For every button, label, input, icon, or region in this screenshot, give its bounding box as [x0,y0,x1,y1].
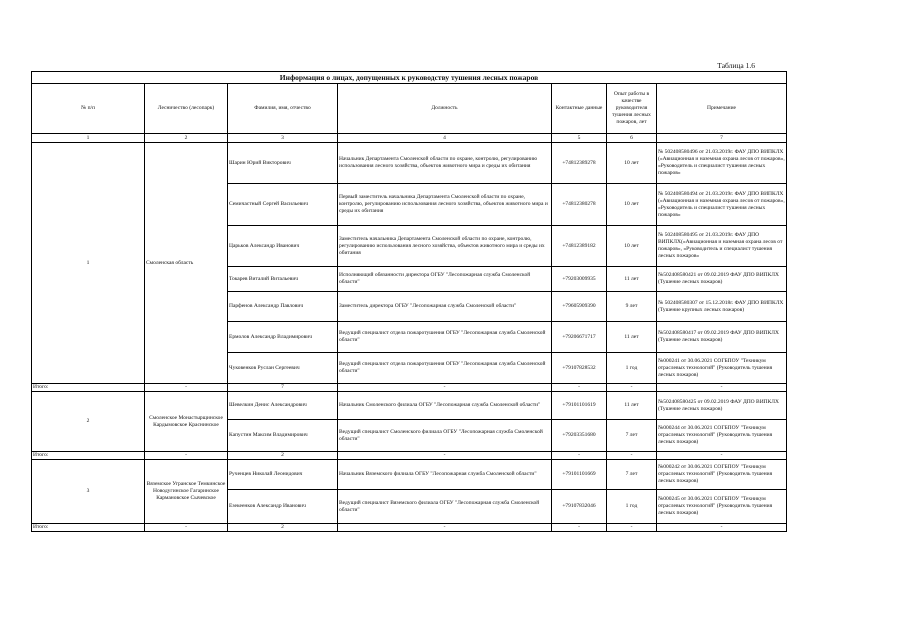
person-position: Исполняющий обязанности директора ОГБУ "Лесопожарная служба Смоленской области" [338,267,552,292]
total-label: Итого: [32,524,145,532]
person-phone: +74812389182 [552,226,607,267]
total-cell: - [657,452,787,460]
person-note: № 502408580495 от 21.03.2019г. ФАУ ДПО ВИПКЛХ(«Авиационная и наземная охрана лесов от пожаров», «Руководитель и специалист тушения лесных пожаров» [657,226,787,267]
header-contacts: Контактные данные [552,84,607,134]
header-forestry: Лесничество (лесопарк) [145,84,228,134]
forestry-cell: Смоленское Монастырщинское Кардымовское Краснинское [145,392,228,452]
header-position: Должность [338,84,552,134]
group-number: 3 [32,460,145,524]
total-cell: - [338,452,552,460]
forestry-cell: Вяземское Угранское Темкинское Новодугинское Гагаринское Кармановское Сычевское [145,460,228,524]
person-position: Ведущий специалист отдела пожаротушения ОГБУ "Лесопожарная служба Смоленской области" [338,322,552,353]
person-note: № 502408580496 от 21.03.2019г. ФАУ ДПО ВИПКЛХ («Авиационная и наземная охрана лесов от пожаров», «Руководитель и специалист тушения лесных пожаров» [657,143,787,184]
col-number: 3 [228,134,338,143]
person-experience: 7 лет [607,420,657,452]
total-count: 7 [228,384,338,392]
total-label: Итого: [32,384,145,392]
person-name: Капустин Максим Владимирович [228,420,338,452]
table-row [32,460,787,490]
person-phone: +74812389278 [552,143,607,184]
person-position: Заместитель начальника Департамента Смоленской области по охране, контролю, регулированию использования лесного хозяйства, объектов животного мира и среды их обитания [338,226,552,267]
person-name: Парфенов Александр Павлович [228,292,338,322]
person-note: №000244 от 30.06.2021 СОГБПОУ "Техникум отраслевых технологий" (Руководитель тушения лесных пожаров) [657,420,787,452]
header-note: Примечание [657,84,787,134]
total-cell: - [145,452,228,460]
col-number: 7 [657,134,787,143]
total-label: Итого: [32,452,145,460]
person-name: Ермолов Александр Владимирович [228,322,338,353]
person-note: №502408580421 от 09.02.2019 ФАУ ДПО ВИПКЛХ (Тушение лесных пожаров) [657,267,787,292]
person-note: № 502408580307 от 15.12.2018г. ФАУ ДПО ВИПКЛХ (Тушение крупных лесных пожаров) [657,292,787,322]
total-cell: - [607,384,657,392]
person-phone: +79203351680 [552,420,607,452]
person-name: Рученцев Николай Леонидович [228,460,338,490]
person-experience: 9 лет [607,292,657,322]
table-label: Таблица 1.6 [717,61,755,70]
total-cell: - [657,524,787,532]
total-row [32,452,787,460]
person-note: №502408580425 от 09.02.2019 ФАУ ДПО ВИПКЛХ (Тушение лесных пожаров) [657,392,787,420]
person-name: Шарин Юрий Викторович [228,143,338,184]
forestry-cell: Смоленская область [145,143,228,384]
total-cell: - [145,524,228,532]
header-num: № п/п [32,84,145,134]
table-title: Информация о лицах, допущенных к руководству тушения лесных пожаров [32,72,787,84]
total-cell: - [338,524,552,532]
col-number: 4 [338,134,552,143]
person-experience: 11 лет [607,392,657,420]
header-experience: Опыт работы в качестве руководителя тушения лесных пожаров, лет [607,84,657,134]
person-position: Ведущий специалист Смоленского филиала ОГБУ "Лесопожарная служба Смоленской области" [338,420,552,452]
person-name: Езекеенков Александр Иванович [228,490,338,524]
col-number: 1 [32,134,145,143]
person-phone: +74812380278 [552,184,607,226]
person-note: №000245 от 30.06.2021 СОГБПОУ "Техникум отраслевых технологий" (Руководитель тушения лесных пожаров) [657,490,787,524]
person-experience: 10 лет [607,226,657,267]
person-note: №000241 от 30.06.2021 СОГБПОУ "Техникум отраслевых технологий" (Руководитель тушения лесных пожаров) [657,353,787,384]
header-name: Фамилия, имя, отчество [228,84,338,134]
person-note: №502408580417 от 09.02.2019 ФАУ ДПО ВИПКЛХ (Тушение лесных пожаров) [657,322,787,353]
person-phone: +79203009935 [552,267,607,292]
person-experience: 10 лет [607,143,657,184]
person-note: № 502408580494 от 21.03.2019г. ФАУ ДПО ВИПКЛХ («Авиационная и наземная охрана лесов от пожаров», «Руководитель и специалист тушения лесных пожаров» [657,184,787,226]
person-position: Ведущий специалист Вяземского филиала ОГБУ "Лесопожарная служба Смоленской области" [338,490,552,524]
person-position: Начальник Департамента Смоленской области по охране, контролю, регулированию использования лесного хозяйства, объектов животного мира и среды их обитания [338,143,552,184]
persons-table [31,71,787,532]
person-note: №000242 от 30.06.2021 СОГБПОУ "Техникум отраслевых технологий" (Руководитель тушения лесных пожаров) [657,460,787,490]
person-phone: +79206671717 [552,322,607,353]
total-cell: - [145,384,228,392]
total-cell: - [552,452,607,460]
total-cell: - [552,524,607,532]
person-position: Начальник Смоленского филиала ОГБУ "Лесопожарная служба Смоленской области" [338,392,552,420]
table-row [32,392,787,420]
total-cell: - [552,384,607,392]
person-position: Заместитель директора ОГБУ "Лесопожарная служба Смоленской области" [338,292,552,322]
person-position: Начальник Вяземского филиала ОГБУ "Лесопожарная служба Смоленской области" [338,460,552,490]
person-experience: 10 лет [607,184,657,226]
person-phone: +79107832046 [552,490,607,524]
person-experience: 1 год [607,490,657,524]
total-count: 2 [228,452,338,460]
person-experience: 11 лет [607,322,657,353]
person-position: Первый заместитель начальника Департамента Смоленской области по охране, контролю, регулированию использования лесного хозяйства, объектов животного мира и среды их обитания [338,184,552,226]
person-name: Царьков Александр Иванович [228,226,338,267]
person-experience: 7 лет [607,460,657,490]
total-row [32,384,787,392]
group-number: 2 [32,392,145,452]
person-name: Шевелкин Денис Александрович [228,392,338,420]
person-phone: +79107828532 [552,353,607,384]
total-cell: - [607,452,657,460]
total-count: 2 [228,524,338,532]
col-number: 5 [552,134,607,143]
person-phone: +79101101619 [552,392,607,420]
total-row [32,524,787,532]
total-cell: - [607,524,657,532]
table-row [32,143,787,184]
person-name: Семичастный Сергей Васильевич [228,184,338,226]
person-experience: 1 год [607,353,657,384]
person-experience: 11 лет [607,267,657,292]
person-name: Чуковенков Руслан Сергеевич [228,353,338,384]
person-phone: +79101101669 [552,460,607,490]
person-phone: +79605909390 [552,292,607,322]
group-number: 1 [32,143,145,384]
total-cell: - [657,384,787,392]
total-cell: - [338,384,552,392]
col-number: 6 [607,134,657,143]
person-name: Токарев Виталий Витальевич [228,267,338,292]
col-number: 2 [145,134,228,143]
person-position: Ведущий специалист отдела пожаротушения ОГБУ "Лесопожарная служба Смоленской области" [338,353,552,384]
